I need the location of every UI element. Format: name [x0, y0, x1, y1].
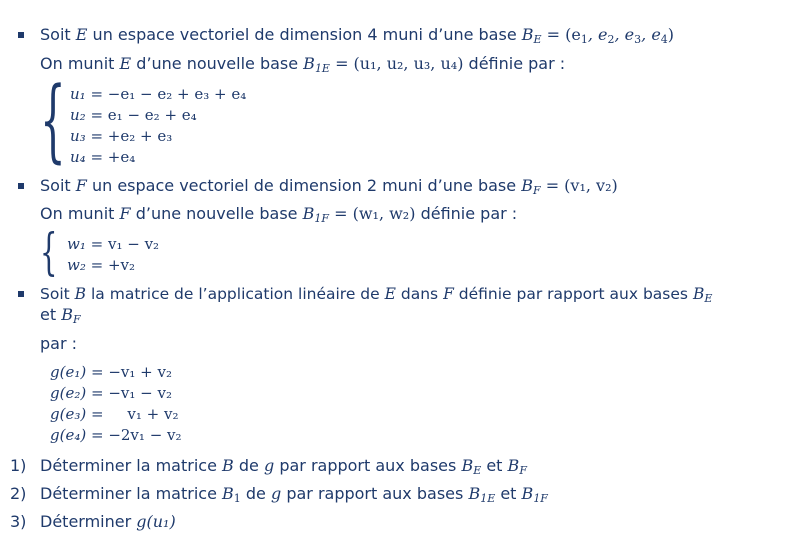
text: un espace vectoriel de dimension 4 muni d’une base [92, 25, 517, 44]
question-3 [40, 512, 176, 532]
rhs: = −2v₁ − v₂ [90, 426, 182, 444]
basis-tuple: = (w₁, w₂) [334, 204, 416, 223]
lhs: u₁ [70, 85, 86, 103]
basis-symbol: B [468, 484, 481, 503]
var-F: F [119, 204, 131, 223]
var-E: E [384, 285, 396, 303]
bullet3-line1 [40, 284, 712, 304]
expression: g(u₁) [136, 512, 176, 531]
text: dans [400, 285, 439, 303]
equation-row [67, 234, 159, 255]
lhs: u₃ [70, 127, 86, 145]
lhs: u₄ [70, 148, 86, 166]
lhs: w₂ [67, 256, 86, 274]
matrix-symbol: B [222, 484, 234, 503]
map-symbol: g [270, 484, 282, 503]
basis-subscript: F [532, 184, 541, 197]
sep: , e [641, 25, 661, 44]
var-F: F [75, 176, 87, 195]
matrix-symbol: B [222, 456, 234, 475]
bullet3-line2 [40, 305, 81, 325]
text: Soit [40, 285, 70, 303]
equation-row [67, 255, 159, 276]
rhs: = v₁ + v₂ [90, 405, 179, 423]
basis-subscript: 1E [480, 492, 496, 505]
equation-row [70, 84, 246, 105]
sub: 4 [660, 33, 668, 46]
lhs: u₂ [70, 106, 86, 124]
text: la matrice de l’application linéaire de [90, 285, 380, 303]
equation-row [50, 404, 182, 425]
rhs: = −v₁ + v₂ [90, 363, 172, 381]
system-w [67, 234, 159, 276]
text: par rapport aux bases [279, 456, 457, 475]
text: On munit [40, 54, 115, 73]
rhs: = +e₂ + e₃ [90, 127, 173, 145]
text: Déterminer [40, 512, 132, 531]
par-label: par : [40, 334, 78, 353]
equation-row [70, 105, 246, 126]
bullet2-line [40, 176, 618, 196]
sep: , e [587, 25, 608, 44]
newbase-F-line [40, 204, 517, 224]
basis-symbol: B [303, 54, 315, 73]
system-u [70, 84, 246, 168]
basis-symbol: B [692, 285, 705, 303]
text: d’une nouvelle base [136, 54, 299, 73]
basis-symbol: B [302, 204, 315, 223]
basis-eq: = (e [546, 25, 581, 44]
basis-subscript: E [473, 464, 482, 477]
rhs: = +e₄ [90, 148, 136, 166]
sub: 2 [607, 33, 615, 46]
var-E: E [75, 25, 88, 44]
text: et [500, 484, 517, 503]
question-1 [40, 456, 527, 476]
basis-subscript: 1F [533, 492, 548, 505]
text: Déterminer la matrice [40, 456, 217, 475]
bullet1-line [40, 25, 674, 45]
basis-symbol: B [521, 176, 533, 195]
rhs: = e₁ − e₂ + e₄ [90, 106, 197, 124]
basis-subscript: F [72, 313, 81, 326]
var-E: E [119, 54, 132, 73]
basis-subscript: 1F [314, 212, 329, 225]
map-symbol: g [263, 456, 275, 475]
text: Soit [40, 25, 71, 44]
left-brace-icon: { [40, 223, 58, 281]
question-number: 3) [10, 512, 27, 531]
rhs: = −e₁ − e₂ + e₃ + e₄ [90, 85, 247, 103]
bullet-marker [18, 291, 24, 297]
bullet-marker [18, 183, 24, 189]
text: définie par : [420, 204, 518, 223]
sub: 3 [634, 33, 642, 46]
lhs: g(e₃) [50, 405, 87, 423]
text: Soit [40, 176, 71, 195]
text: définie par rapport aux bases [458, 285, 688, 303]
text: de [245, 484, 266, 503]
rhs: = v₁ − v₂ [90, 235, 160, 253]
rhs: = +v₂ [90, 256, 136, 274]
rhs: = −v₁ − v₂ [90, 384, 172, 402]
equation-row [70, 147, 246, 168]
bullet-marker [18, 32, 24, 38]
text: de [238, 456, 259, 475]
equation-row [50, 383, 182, 404]
sep: , e [614, 25, 635, 44]
lhs: w₁ [67, 235, 86, 253]
question-number: 2) [10, 484, 27, 503]
text: définie par : [468, 54, 566, 73]
matrix-subscript: 1 [233, 492, 241, 505]
text: On munit [40, 204, 115, 223]
var-F: F [443, 285, 454, 303]
question-number: 1) [10, 456, 27, 475]
equation-row [50, 425, 182, 446]
question-2 [40, 484, 548, 504]
lhs: g(e₁) [50, 363, 87, 381]
basis-subscript: F [519, 464, 527, 477]
newbase-E-line [40, 54, 565, 74]
basis-tuple [547, 25, 674, 44]
equation-row [70, 126, 246, 147]
basis-subscript: E [533, 33, 542, 46]
text: d’une nouvelle base [135, 204, 298, 223]
sub: 1 [580, 33, 588, 46]
text: Déterminer la matrice [40, 484, 217, 503]
basis-tuple: = (v₁, v₂) [545, 176, 618, 195]
lhs: g(e₂) [50, 384, 87, 402]
left-brace-icon: { [40, 68, 66, 173]
basis-symbol: B [61, 305, 73, 324]
basis-symbol: B [521, 25, 534, 44]
text: un espace vectoriel de dimension 2 muni d’une base [91, 176, 517, 195]
basis-subscript: 1E [314, 62, 330, 75]
text: par rapport aux bases [286, 484, 464, 503]
system-g [50, 362, 182, 446]
basis-symbol: B [461, 456, 474, 475]
basis-subscript: E [704, 292, 713, 305]
equation-row [50, 362, 182, 383]
basis-tuple: = (u₁, u₂, u₃, u₄) [335, 54, 464, 73]
text: et [486, 456, 503, 475]
lhs: g(e₄) [50, 426, 87, 444]
basis-symbol: B [507, 456, 520, 475]
paren: ) [667, 25, 675, 44]
basis-symbol: B [521, 484, 534, 503]
var-B: B [74, 285, 87, 303]
text: et [40, 305, 57, 324]
